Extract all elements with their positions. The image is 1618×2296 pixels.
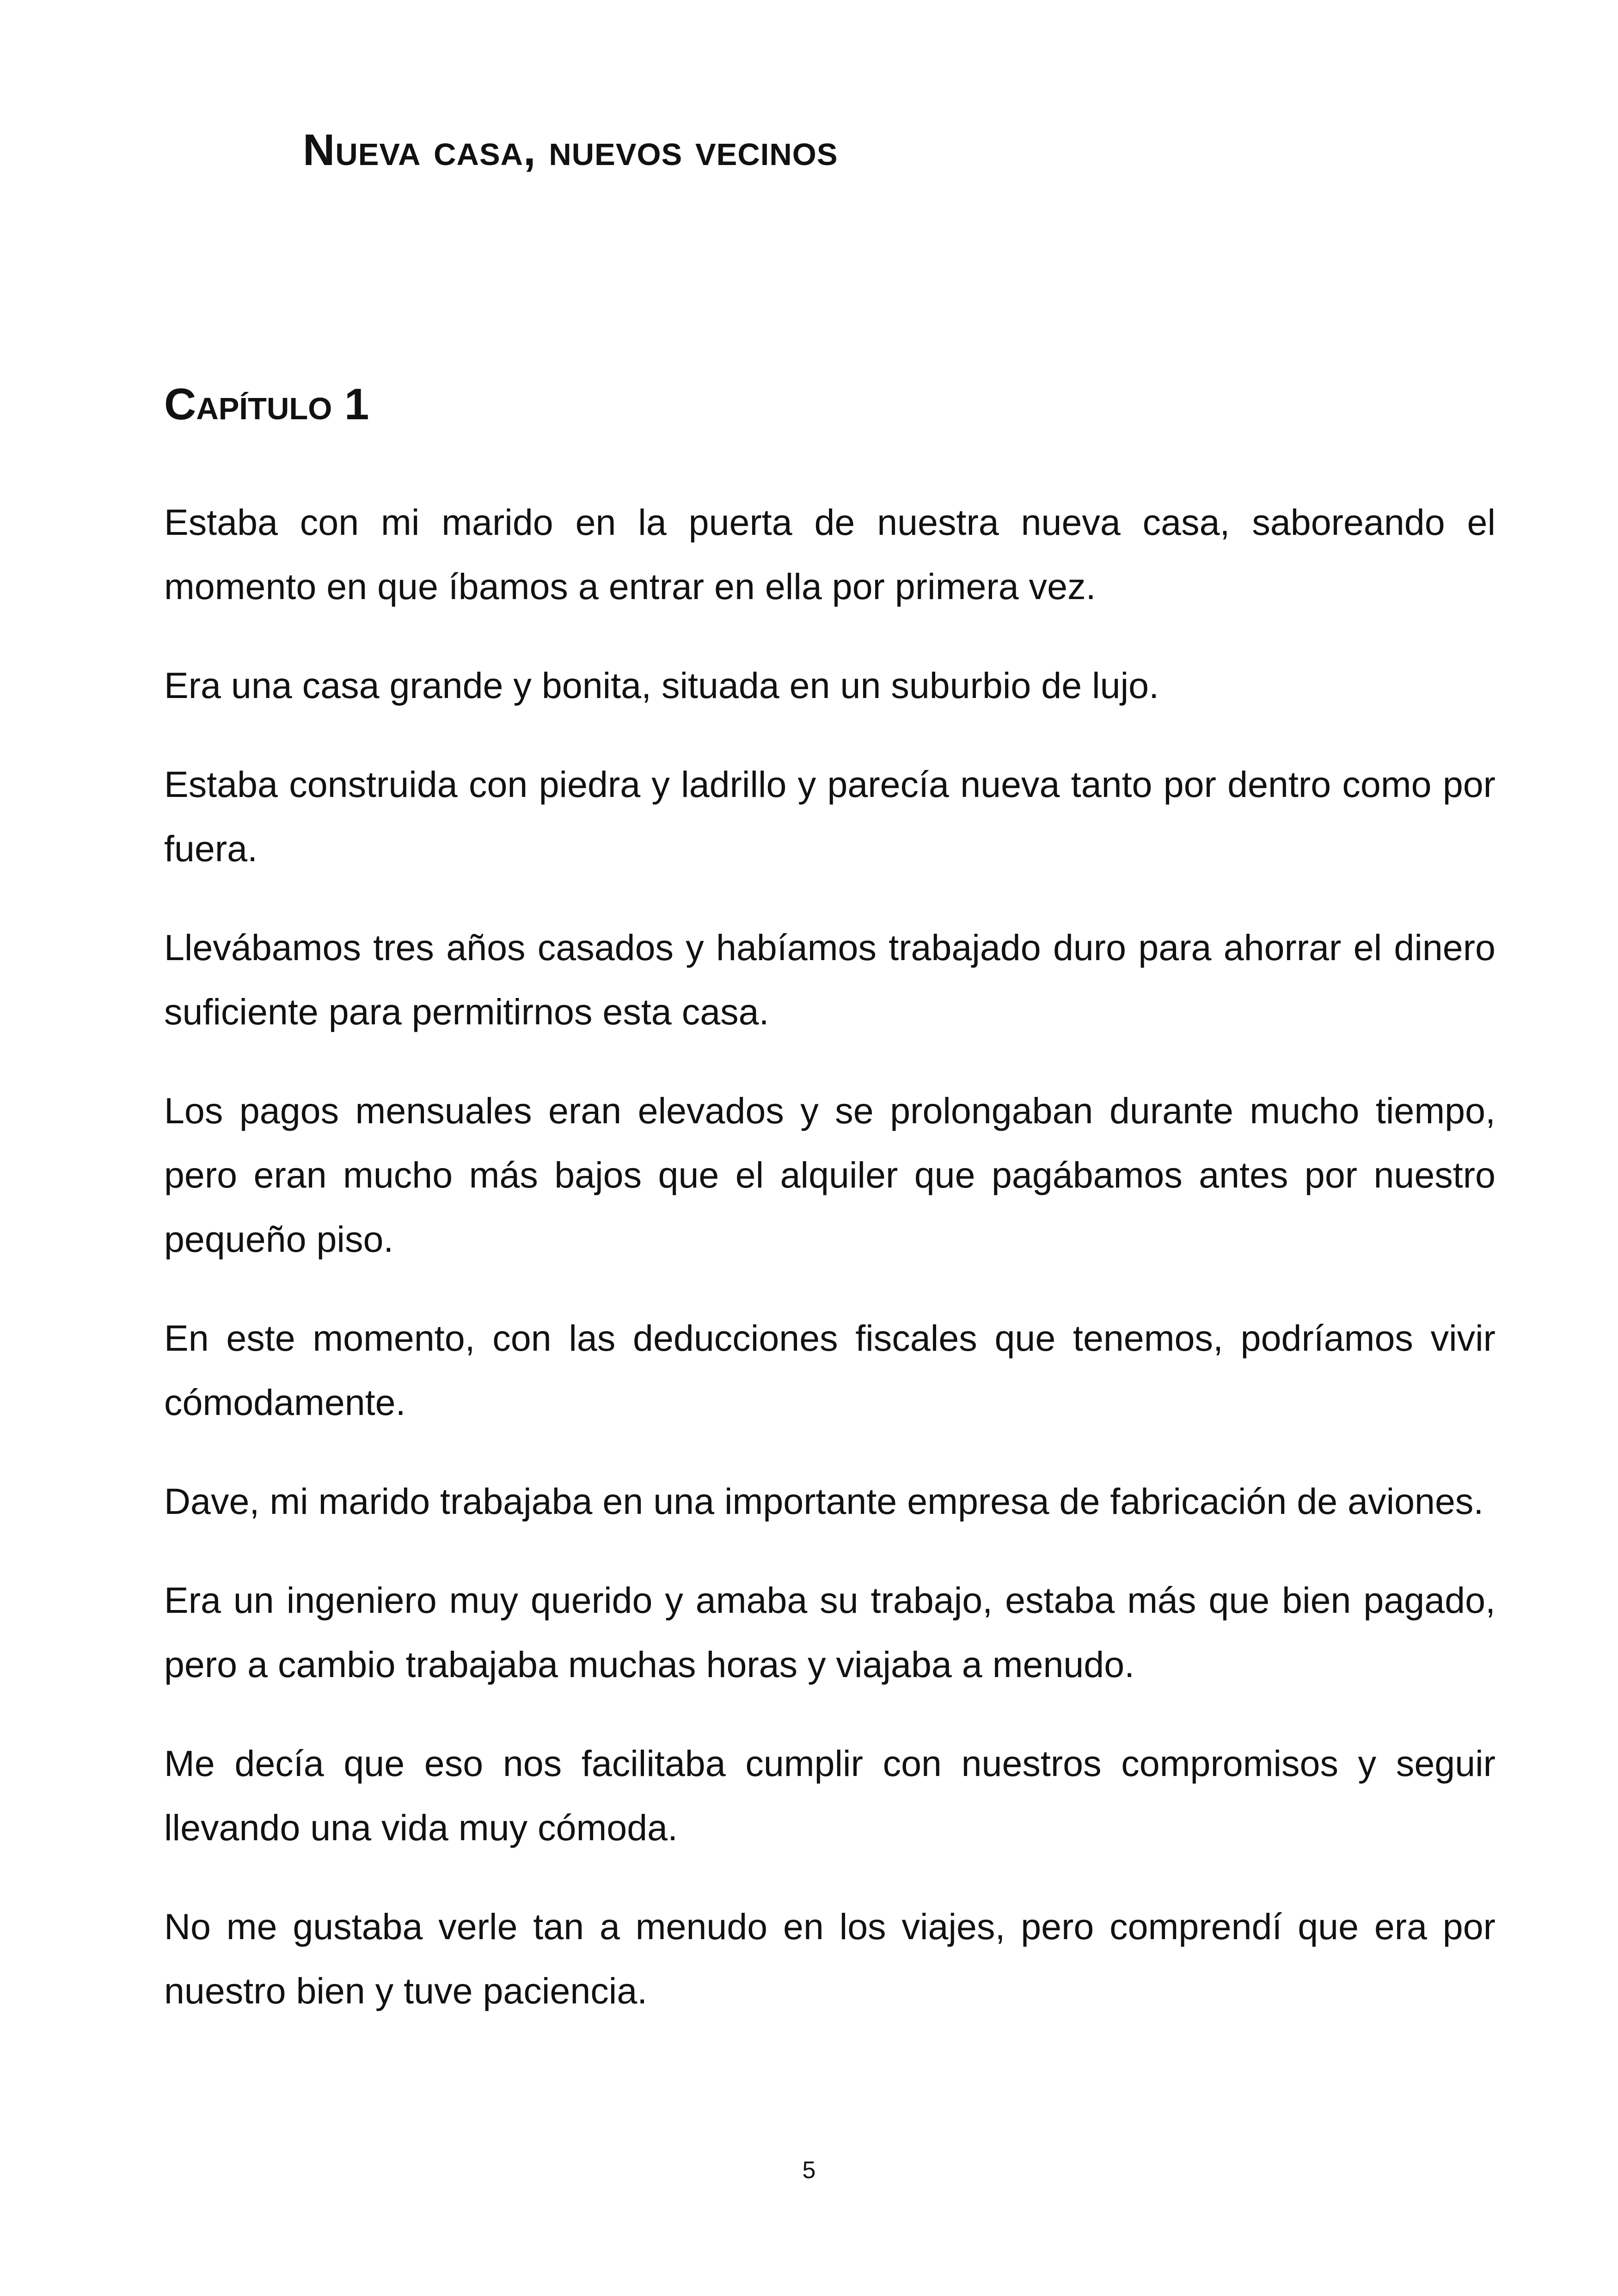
paragraph: Era una casa grande y bonita, situada en un suburbio de lujo. [164, 665, 1159, 706]
page-number: 5 [802, 2157, 816, 2184]
chapter-body [164, 490, 1495, 2057]
paragraph: Estaba construida con piedra y ladrillo y parecía nueva tanto por dentro como por fuera. [164, 764, 1495, 869]
paragraph: En este momento, con las deducciones fiscales que tenemos, podríamos vivir cómodamente. [164, 1317, 1495, 1423]
paragraph: Los pagos mensuales eran elevados y se prolongaban durante mucho tiempo, pero eran mucho más bajos que el alquiler que pagábamos antes por nuestro pequeño piso. [164, 1090, 1495, 1260]
paragraph: Estaba con mi marido en la puerta de nuestra nueva casa, saboreando el momento en que íbamos a entrar en ella por primera vez. [164, 502, 1495, 607]
chapter-title: Capítulo 1 [164, 380, 369, 429]
paragraph: Era un ingeniero muy querido y amaba su trabajo, estaba más que bien pagado, pero a cambio trabajaba muchas horas y viajaba a menudo. [164, 1580, 1495, 1685]
paragraph: Me decía que eso nos facilitaba cumplir con nuestros compromisos y seguir llevando una vida muy cómoda. [164, 1743, 1495, 1848]
book-title: Nueva casa, nuevos vecinos [303, 125, 838, 175]
paragraph: Llevábamos tres años casados y habíamos trabajado duro para ahorrar el dinero suficiente para permitirnos esta casa. [164, 927, 1495, 1032]
paragraph: No me gustaba verle tan a menudo en los viajes, pero comprendí que era por nuestro bien y tuve paciencia. [164, 1906, 1495, 2011]
paragraph: Dave, mi marido trabajaba en una importante empresa de fabricación de aviones. [164, 1481, 1484, 1522]
